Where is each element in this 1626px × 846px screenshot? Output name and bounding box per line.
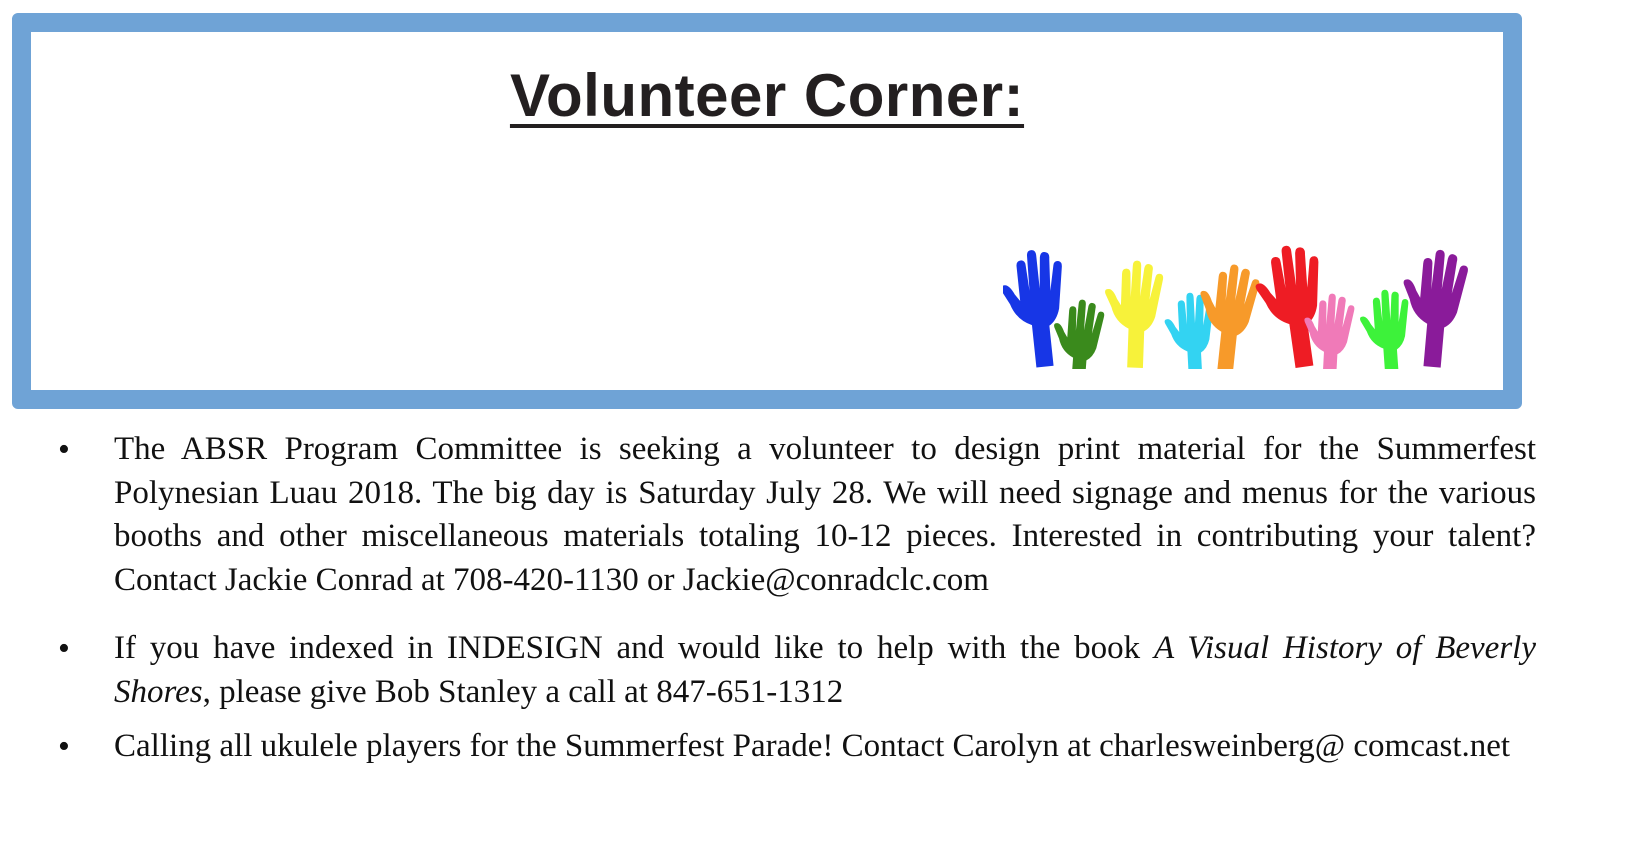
banner-title-text: Volunteer Corner: xyxy=(509,62,1025,129)
hand-icon xyxy=(1003,247,1072,369)
item-text-after: , please give Bob Stanley a call at 847-651-1312 xyxy=(202,673,844,710)
bullet-icon: • xyxy=(58,431,70,468)
item-text-indesign-volunteer xyxy=(114,627,1536,714)
bullet-icon: • xyxy=(58,728,70,765)
banner-title xyxy=(31,60,1503,132)
bullet-icon: • xyxy=(58,630,70,667)
book-title: A Visual History of Beverly Shores xyxy=(114,630,1536,710)
hand-icon xyxy=(1358,288,1414,369)
item-text-before: If you have indexed in INDESIGN and would like to help with the book xyxy=(114,630,1154,666)
volunteer-corner-banner xyxy=(12,13,1522,409)
item-text-ukulele: Calling all ukulele players for the Summerfest Parade! Contact Carolyn at charlesweinberg@ comcast.net xyxy=(114,728,1511,764)
raised-hands-icon xyxy=(1003,244,1473,369)
item-text-design-volunteer: The ABSR Program Committee is seeking a volunteer to design print material for the Summerfest Polynesian Luau 2018. The big day is Saturday July 28. We will need signage and menus for the various booths and other miscellaneous materials totaling 10-12 pieces. Interested in contributing your talent? Contact Jackie Conrad at 708-420-1130 or Jackie@conradclc.com xyxy=(114,431,1536,598)
hand-icon xyxy=(1102,260,1163,369)
